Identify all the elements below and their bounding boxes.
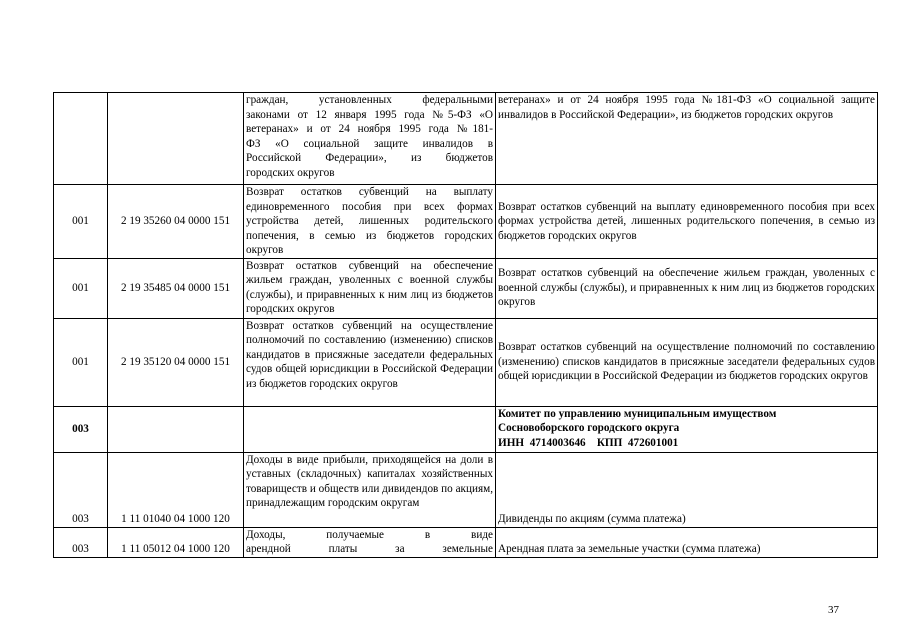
- text-line: городских округов: [246, 166, 335, 179]
- admin-code-cell: [54, 93, 108, 185]
- budget-code-cell: 1 11 05012 04 1000 120: [108, 527, 244, 557]
- table-row: [54, 527, 878, 557]
- description-cell: Возврат остатков субвенций на выплату единовременного пособия при всех формах устройства детей, лишенных родительского попечения, в семью из бюджетов городских округов: [496, 185, 878, 259]
- description-cell: Арендная плата за земельные участки (сумма платежа): [496, 527, 878, 557]
- committee-tax-ids: ИНН 4714003646 КПП 472601001: [498, 436, 679, 449]
- table-row: [54, 452, 878, 527]
- text-line: ветеранах» и от 24 ноября 1995 года №181-: [246, 123, 493, 135]
- admin-code-cell: 001: [54, 258, 108, 318]
- text-line: граждан, установленных федеральными: [246, 94, 493, 106]
- text-line: законами от 12 января 1995 года №5-ФЗ «О: [246, 108, 493, 121]
- admin-code-cell: 003: [54, 452, 108, 527]
- admin-code-cell: 001: [54, 185, 108, 259]
- admin-code-cell: 003: [54, 527, 108, 557]
- table-row: [54, 185, 878, 259]
- admin-code-cell: 003: [54, 406, 108, 452]
- budget-code-cell: 1 11 01040 04 1000 120: [108, 452, 244, 527]
- committee-name-line2: Сосновоборского городского округа: [498, 422, 680, 434]
- committee-header-cell: [496, 406, 878, 452]
- table-row: [54, 258, 878, 318]
- budget-code-cell: [108, 406, 244, 452]
- budget-code-cell: 2 19 35485 04 0000 151: [108, 258, 244, 318]
- table-row: [54, 93, 878, 185]
- description-cell: Дивиденды по акциям (сумма платежа): [496, 452, 878, 527]
- budget-code-cell: 2 19 35120 04 0000 151: [108, 318, 244, 406]
- admin-code-cell: 001: [54, 318, 108, 406]
- budget-code-cell: 2 19 35260 04 0000 151: [108, 185, 244, 259]
- table-row: [54, 318, 878, 406]
- budget-codes-table: [53, 92, 878, 558]
- income-name-cell: Возврат остатков субвенций на обеспечение жильем граждан, уволенных с военной службы (службы), и приравненных к ним лиц из бюджетов городских округов: [244, 258, 496, 318]
- income-name-cell: [244, 527, 496, 557]
- text-line: Доходы, получаемые в виде: [246, 528, 493, 541]
- description-cell: ветеранах» и от 24 ноября 1995 года №181-ФЗ «О социальной защите инвалидов в Российской Федерации», из бюджетов городских округов: [496, 93, 878, 185]
- income-name-cell: Возврат остатков субвенций на выплату единовременного пособия при всех формах устройства детей, лишенных родительского попечения, в семью из бюджетов городских округов: [244, 185, 496, 259]
- description-cell: Возврат остатков субвенций на обеспечение жильем граждан, уволенных с военной службы (службы), и приравненных к ним лиц из бюджетов городских округов: [496, 258, 878, 318]
- text-line: арендной платы за земельные: [246, 543, 493, 555]
- committee-name: Комитет по управлению муниципальным имуществом: [498, 407, 777, 420]
- text-line: Российской Федерации», из бюджетов: [246, 152, 493, 164]
- budget-code-cell: [108, 93, 244, 185]
- income-name-cell: [244, 93, 496, 185]
- description-cell: Возврат остатков субвенций на осуществление полномочий по составлению (изменению) списков кандидатов в присяжные заседатели федеральных судов общей юрисдикции в Российской Федерации из бюджетов городских округов: [496, 318, 878, 406]
- page-number: 37: [828, 604, 839, 616]
- table-row: [54, 406, 878, 452]
- income-name-cell: [244, 406, 496, 452]
- income-name-cell: Возврат остатков субвенций на осуществление полномочий по составлению (изменению) списков кандидатов в присяжные заседатели федеральных судов общей юрисдикции в Российской Федерации из бюджетов городских округов: [244, 318, 496, 406]
- income-name-cell: Доходы в виде прибыли, приходящейся на доли в уставных (складочных) капиталах хозяйственных товариществ и обществ или дивидендов по акциям, принадлежащим городским округам: [244, 452, 496, 527]
- text-line: ФЗ «О социальной защите инвалидов в: [246, 137, 493, 150]
